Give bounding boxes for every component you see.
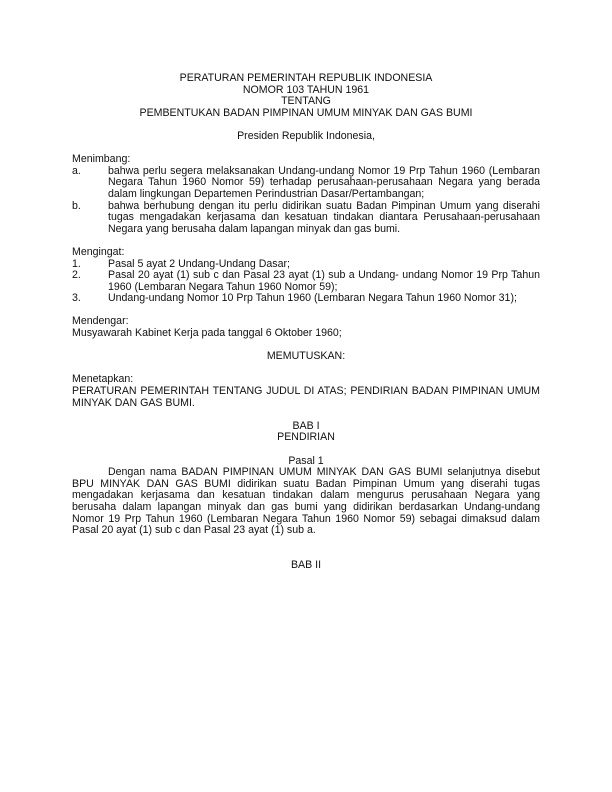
list-marker: 2.: [72, 269, 81, 282]
regulation-title: PERATURAN PEMERINTAH REPUBLIK INDONESIA: [179, 72, 433, 84]
list-text: Undang-undang Nomor 10 Prp Tahun 1960 (Lembaran Negara Tahun 1960 Nomor 31);: [108, 292, 517, 305]
list-text: Pasal 20 ayat (1) sub c dan Pasal 23 ayat (1) sub a Undang- undang Nomor 19 Prp Tahun 1960 (Lembaran Negara Tahun 1960 Nomor 59);: [108, 269, 540, 293]
chapter-1-heading: [72, 421, 540, 444]
article-1-title: Pasal 1: [288, 454, 324, 467]
chapter-1-title: BAB I: [292, 419, 320, 432]
section-menimbang: [72, 154, 540, 235]
list-item: [72, 201, 540, 236]
chapter-2-title: BAB II: [290, 558, 322, 571]
menimbang-heading: Menimbang:: [72, 153, 131, 166]
regulation-about-label: TENTANG: [281, 95, 331, 108]
section-mendengar: [72, 316, 540, 339]
list-item: [72, 293, 540, 305]
list-marker: 3.: [72, 292, 81, 305]
list-text: Pasal 5 ayat 2 Undang-Undang Dasar;: [108, 257, 290, 270]
list-item: [72, 166, 540, 201]
memutuskan-heading: MEMUTUSKAN:: [266, 350, 346, 363]
document-header: [72, 73, 540, 119]
list-marker: b.: [72, 199, 81, 212]
section-menetapkan: [72, 374, 540, 409]
menetapkan-text: PERATURAN PEMERINTAH TENTANG JUDUL DI ATAS; PENDIRIAN BADAN PIMPINAN UMUM MINYAK DAN GAS BUMI.: [72, 385, 540, 409]
regulation-subject: PEMBENTUKAN BADAN PIMPINAN UMUM MINYAK DAN GAS BUMI: [139, 106, 473, 119]
mendengar-heading: Mendengar:: [72, 315, 129, 328]
document-page: [72, 73, 540, 572]
section-mengingat: [72, 247, 540, 305]
list-marker: 1.: [72, 257, 81, 270]
regulation-number: NOMOR 103 TAHUN 1961: [242, 83, 370, 96]
article-1-text: Dengan nama BADAN PIMPINAN UMUM MINYAK DAN GAS BUMI selanjutnya disebut BPU MINYAK DAN GAS BUMI didirikan suatu Badan Pimpinan Umum yang diserahi tugas mengadakan kerjasama dan kesatuan tindakan dalam mengurus perusahaan Negara yang berusaha dalam lapangan minyak dan gas bumi yang didirikan berdasarkan Undang-undang Nomor 19 Prp Tahun 1960 (Lembaran Negara Tahun 1960 Nomor 59) sebagai dimaksud dalam Pasal 20 ayat (1) sub c dan Pasal 23 ayat (1) sub a.: [72, 466, 540, 537]
mengingat-heading: Mengingat:: [72, 245, 125, 258]
list-marker: a.: [72, 164, 81, 177]
list-item: [72, 270, 540, 293]
chapter-1-subtitle: PENDIRIAN: [277, 431, 335, 444]
mendengar-text: Musyawarah Kabinet Kerja pada tanggal 6 Oktober 1960;: [72, 327, 342, 340]
menetapkan-heading: Menetapkan:: [72, 373, 134, 386]
list-text: bahwa perlu segera melaksanakan Undang-undang Nomor 19 Prp Tahun 1960 (Lembaran Negara Tahun 1960 Nomor 59) terhadap perusahaan-perusahaan Negara yang berada dalam lingkungan Departemen Perindustrian Dasar/Pertambangan;: [108, 164, 540, 200]
list-text: bahwa berhubung dengan itu perlu didirikan suatu Badan Pimpinan Umum yang diserahi tugas mengadakan kerjasama dan kesatuan tindakan diantara Perusahaan-perusahaan Negara yang berusaha dalam lapangan minyak dan gas bumi.: [108, 199, 540, 235]
issuer: Presiden Republik Indonesia,: [237, 129, 375, 142]
